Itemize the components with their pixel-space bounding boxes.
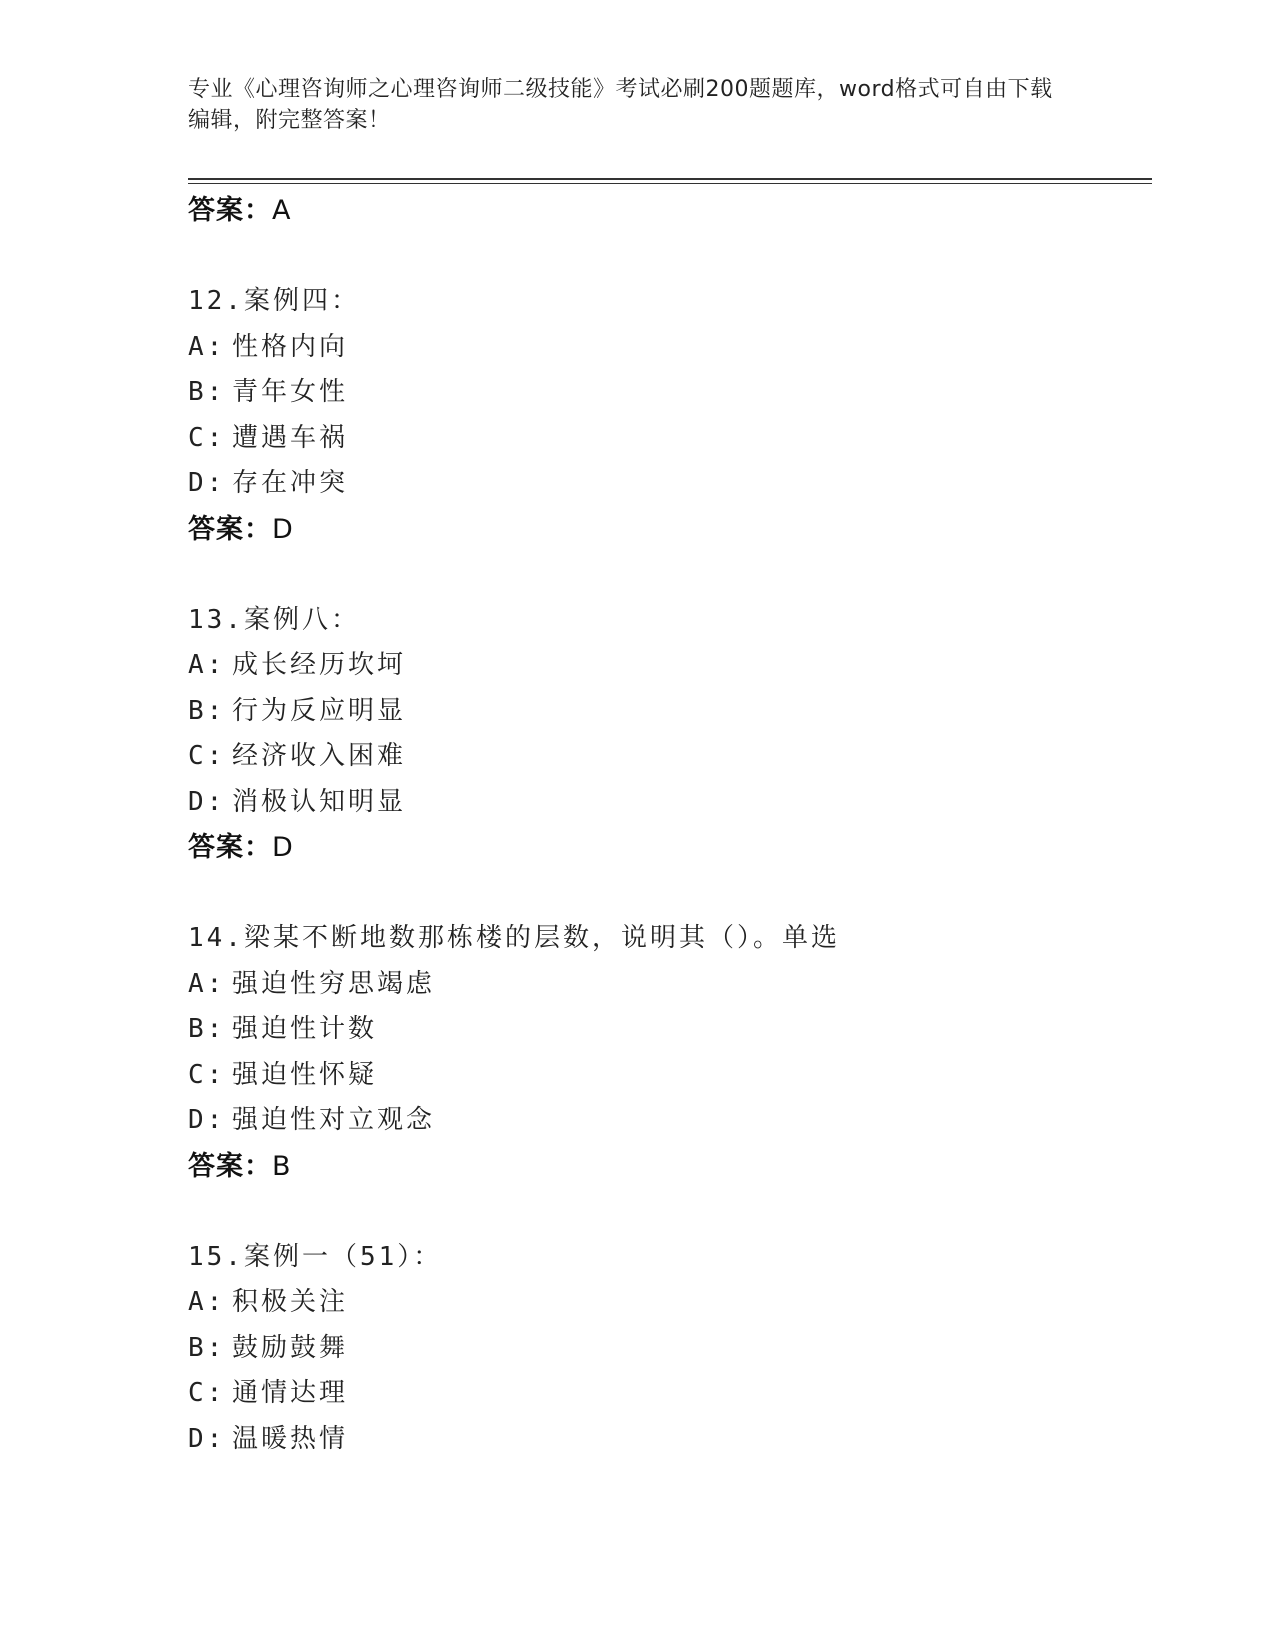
question-list: [188, 188, 1152, 1462]
question-block: [188, 552, 1152, 871]
option-text: 行为反应明显: [232, 695, 407, 726]
question-block: [188, 870, 1152, 1189]
question-stem: 14.梁某不断地数那栋楼的层数，说明其（）。单选: [188, 923, 840, 953]
option-key: D:: [188, 468, 226, 498]
option-text: 经济收入困难: [232, 741, 407, 771]
option-text: 强迫性穷思竭虑: [232, 968, 436, 999]
option-text: 遭遇车祸: [232, 422, 349, 453]
option-row: [188, 1371, 1152, 1417]
answer-line: [188, 188, 1152, 233]
option-text: 青年女性: [232, 377, 349, 407]
option-key: C:: [188, 1378, 226, 1408]
option-row: [188, 734, 1152, 780]
option-row: [188, 962, 1152, 1008]
option-key: D:: [188, 1423, 226, 1454]
option-key: A:: [188, 650, 226, 680]
option-row: [188, 1098, 1152, 1144]
option-key: C:: [188, 1059, 226, 1090]
option-text: 强迫性对立观念: [232, 1105, 436, 1135]
option-key: D:: [188, 786, 226, 817]
answer-value: D: [272, 513, 294, 545]
answer-label: 答案：: [188, 832, 272, 863]
option-row: [188, 1280, 1152, 1326]
question-stem: 15.案例一（51）：: [188, 1241, 443, 1272]
option-key: B:: [188, 1014, 226, 1044]
answer-label: 答案：: [188, 1150, 272, 1182]
option-text: 积极关注: [232, 1287, 349, 1317]
option-row: [188, 416, 1152, 462]
option-row: [188, 1007, 1152, 1053]
option-key: B:: [188, 1332, 226, 1363]
question-block: [188, 1189, 1152, 1463]
question-spacer: [188, 552, 1152, 598]
option-text: 成长经历坎坷: [232, 650, 407, 680]
option-key: A:: [188, 968, 226, 999]
option-row: [188, 689, 1152, 735]
option-row: [188, 780, 1152, 826]
answer-label: 答案：: [188, 195, 272, 226]
option-text: 存在冲突: [232, 468, 349, 498]
question-spacer: [188, 1189, 1152, 1235]
option-row: [188, 370, 1152, 416]
option-row: [188, 1053, 1152, 1099]
option-key: A:: [188, 331, 226, 362]
header-rule-thick: [188, 178, 1152, 180]
option-row: [188, 1326, 1152, 1372]
option-key: C:: [188, 422, 226, 453]
answer-line: [188, 507, 1152, 552]
answer-line: [188, 825, 1152, 870]
option-text: 强迫性计数: [232, 1014, 378, 1044]
answer-value: D: [272, 832, 294, 863]
question-block: [188, 233, 1152, 552]
question-stem: 12.案例四：: [188, 286, 360, 316]
option-text: 强迫性怀疑: [232, 1059, 378, 1090]
option-key: B:: [188, 695, 226, 726]
option-text: 温暖热情: [232, 1423, 349, 1454]
answer-value: B: [272, 1150, 292, 1182]
question-stem: 13.案例八：: [188, 604, 360, 635]
answer-line: [188, 1144, 1152, 1189]
question-spacer: [188, 233, 1152, 279]
answer-value: A: [272, 195, 292, 226]
header-rule-thin: [188, 183, 1152, 184]
option-text: 通情达理: [232, 1378, 349, 1408]
option-row: [188, 325, 1152, 371]
option-text: 消极认知明显: [232, 786, 407, 817]
option-row: [188, 1417, 1152, 1463]
option-text: 性格内向: [232, 331, 349, 362]
option-key: C:: [188, 741, 226, 771]
answer-label: 答案：: [188, 513, 272, 545]
option-row: [188, 461, 1152, 507]
option-key: A:: [188, 1287, 226, 1317]
document-header: 专业《心理咨询师之心理咨询师二级技能》考试必刷200题题库，word格式可自由下载编辑，附完整答案！: [188, 77, 1053, 133]
option-text: 鼓励鼓舞: [232, 1332, 349, 1363]
option-row: [188, 643, 1152, 689]
question-spacer: [188, 870, 1152, 916]
option-key: B:: [188, 377, 226, 407]
option-key: D:: [188, 1105, 226, 1135]
